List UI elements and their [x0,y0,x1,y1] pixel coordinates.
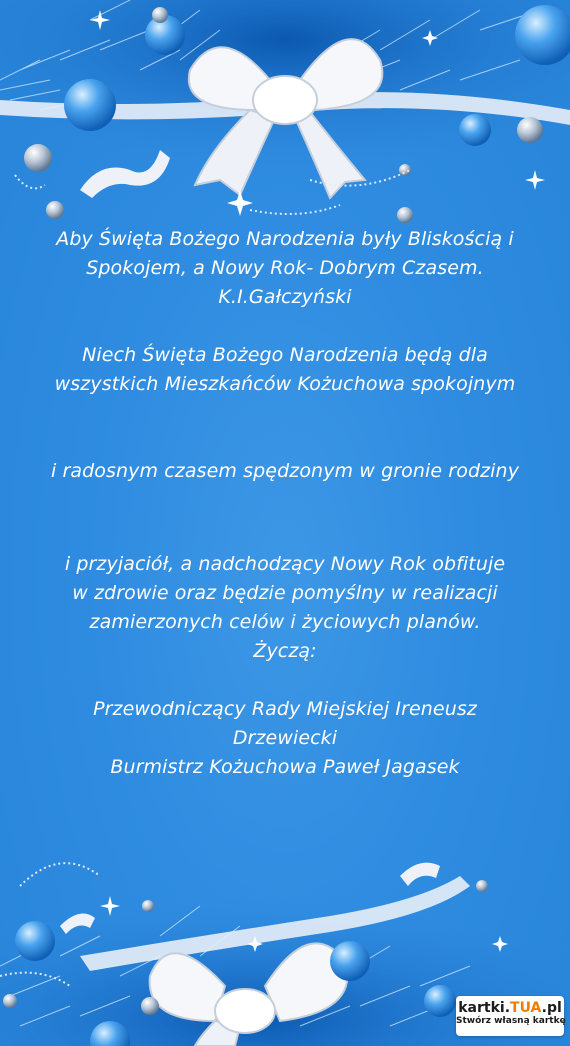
message-line: i radosnym czasem spędzonym w gronie rodziny [50,460,520,482]
message-line: Burmistrz Kożuchowa Paweł Jagasek [110,756,460,778]
message-line: Życzą: [253,640,317,662]
top-decoration [0,0,570,230]
message-line: w zdrowie oraz będzie pomyślny w realizacji [72,582,498,604]
message-line: zamierzonych celów i życiowych planów. [89,611,481,633]
message-line: K.I.Gałczyński [218,286,352,308]
logo-brand-mid: TUA [510,1000,542,1016]
kartki-tua-logo[interactable] [456,996,564,1036]
logo-tagline: Stwórz własną kartkę [456,1016,566,1026]
message-line: Drzewiecki [232,727,338,749]
message-line: Aby Święta Bożego Narodzenia były Bliskością i [56,228,514,250]
message-line: wszystkich Mieszkańców Kożuchowa spokojnym [54,373,516,395]
message-line: Przewodniczący Rady Miejskiej Ireneusz [93,698,477,720]
logo-brand-right: .pl [541,1000,562,1016]
spacer [20,312,550,341]
spacer [20,666,550,695]
message-line: Spokojem, a Nowy Rok- Dobrym Czasem. [86,257,484,279]
logo-brand [456,1000,564,1016]
logo-brand-left: kartki. [458,1000,511,1016]
spacer [20,486,550,550]
greeting-message [20,225,550,782]
message-line: Niech Święta Bożego Narodzenia będą dla [82,344,488,366]
message-line: i przyjaciół, a nadchodzący Nowy Rok obfituje [64,553,506,575]
spacer [20,399,550,457]
